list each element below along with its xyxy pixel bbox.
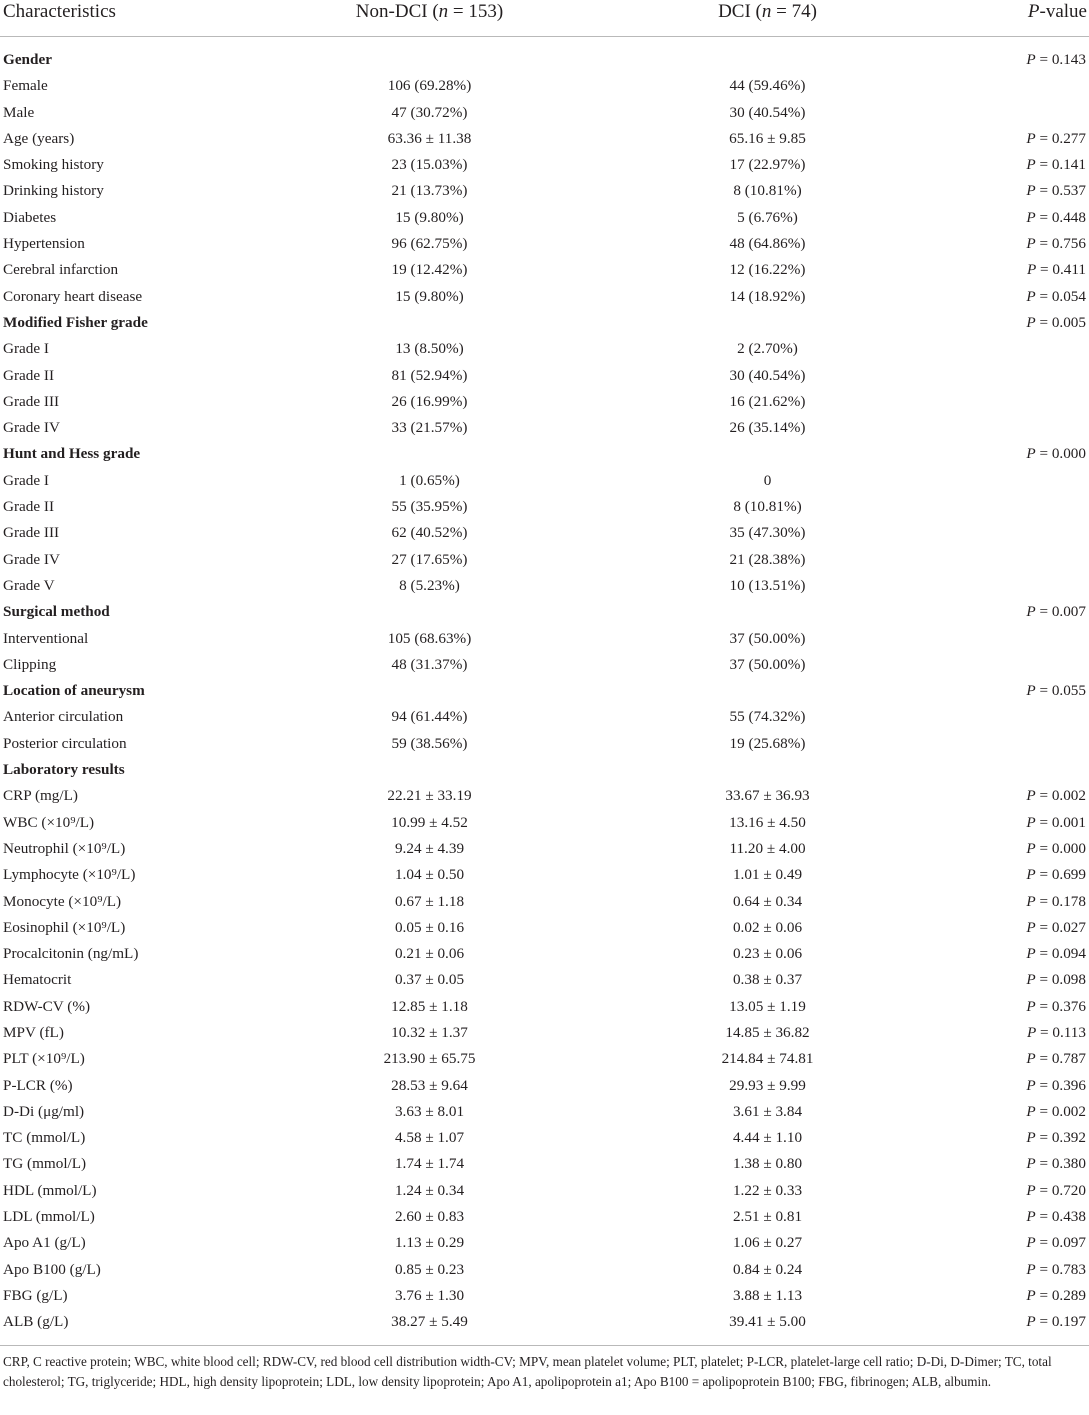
non-dci-value: 0.37 ± 0.05 [394,971,465,989]
table-row [0,994,1089,1020]
non-dci-value: 3.76 ± 1.30 [394,1286,465,1304]
table-row [0,810,1089,836]
section-row [0,678,1089,704]
p-value: P = 0.000 [1026,839,1086,857]
header-rule [0,36,1089,37]
table-row [0,1178,1089,1204]
table-row [0,1125,1089,1151]
row-label: Grade II [3,366,55,384]
p-value: P = 0.054 [1026,287,1086,305]
p-value: P = 0.537 [1026,182,1086,200]
row-label: Grade IV [3,550,60,568]
dci-value: 65.16 ± 9.85 [729,129,806,147]
dci-value: 0.02 ± 0.06 [732,918,803,936]
row-label: Eosinophil (×10⁹/L) [3,918,126,936]
table-row [0,573,1089,599]
row-label: Hypertension [3,235,85,253]
row-label: Anterior circulation [3,708,124,726]
row-label: Grade I [3,340,49,358]
dci-value: 11.20 ± 4.00 [729,839,806,857]
table-row [0,152,1089,178]
non-dci-value: 62 (40.52%) [391,524,468,542]
dci-value: 26 (35.14%) [729,419,806,437]
dci-value: 1.06 ± 0.27 [732,1234,803,1252]
row-label: WBC (×10⁹/L) [3,813,95,831]
non-dci-value: 47 (30.72%) [391,103,468,121]
table-row [0,731,1089,757]
row-label: Interventional [3,629,89,647]
dci-value: 1.22 ± 0.33 [732,1181,803,1199]
non-dci-value: 9.24 ± 4.39 [394,839,465,857]
section-row [0,757,1089,783]
p-value: P = 0.002 [1026,787,1086,805]
row-label: LDL (mmol/L) [3,1208,95,1226]
non-dci-value: 105 (68.63%) [387,629,472,647]
row-label: Location of aneurysm [3,682,145,700]
table-row [0,100,1089,126]
p-value: P = 0.396 [1026,1076,1086,1094]
p-value: P = 0.141 [1026,156,1086,174]
table-row [0,704,1089,730]
table-row [0,494,1089,520]
table-row [0,1283,1089,1309]
row-label: Apo B100 (g/L) [3,1260,101,1278]
dci-value: 35 (47.30%) [729,524,806,542]
p-value: P = 0.699 [1026,866,1086,884]
table-header [0,0,1089,36]
dci-value: 14 (18.92%) [729,287,806,305]
row-label: Coronary heart disease [3,287,143,305]
dci-value: 0.23 ± 0.06 [732,945,803,963]
table-row [0,1151,1089,1177]
row-label: TG (mmol/L) [3,1155,87,1173]
non-dci-value: 213.90 ± 65.75 [383,1050,476,1068]
table-row [0,389,1089,415]
header-characteristics: Characteristics [3,1,116,22]
non-dci-value: 81 (52.94%) [391,366,468,384]
p-value: P = 0.448 [1026,208,1086,226]
non-dci-value: 15 (9.80%) [395,287,464,305]
p-value: P = 0.002 [1026,1102,1086,1120]
p-value: P = 0.438 [1026,1208,1086,1226]
non-dci-value: 13 (8.50%) [395,340,464,358]
section-row [0,47,1089,73]
p-value: P = 0.277 [1026,129,1086,147]
non-dci-value: 4.58 ± 1.07 [394,1129,465,1147]
table-row [0,889,1089,915]
non-dci-value: 94 (61.44%) [391,708,468,726]
table-row [0,231,1089,257]
p-value: P = 0.197 [1026,1313,1086,1331]
non-dci-value: 0.05 ± 0.16 [394,918,465,936]
dci-value: 55 (74.32%) [729,708,806,726]
table-row [0,178,1089,204]
table-row [0,862,1089,888]
header-p-value: P-value [1027,1,1087,22]
table-row [0,626,1089,652]
dci-value: 214.84 ± 74.81 [721,1050,814,1068]
dci-value: 1.01 ± 0.49 [732,866,803,884]
row-label: Clipping [3,655,57,673]
table-row [0,257,1089,283]
non-dci-value: 48 (31.37%) [391,655,468,673]
dci-value: 44 (59.46%) [729,77,806,95]
row-label: Gender [3,51,52,68]
table-row [0,915,1089,941]
dci-value: 39.41 ± 5.00 [729,1313,806,1331]
dci-value: 0 [763,471,772,489]
row-label: Smoking history [3,156,104,174]
p-value: P = 0.113 [1026,1023,1086,1041]
non-dci-value: 28.53 ± 9.64 [391,1076,468,1094]
bottom-rule [0,1345,1089,1346]
dci-value: 30 (40.54%) [729,366,806,384]
p-value: P = 0.143 [1026,51,1086,68]
non-dci-value: 2.60 ± 0.83 [394,1208,465,1226]
dci-value: 37 (50.00%) [729,655,806,673]
non-dci-value: 1.24 ± 0.34 [394,1181,465,1199]
row-label: Hematocrit [3,971,72,989]
p-value: P = 0.783 [1026,1260,1086,1278]
non-dci-value: 106 (69.28%) [387,77,472,95]
row-label: Male [3,103,35,121]
dci-value: 0.64 ± 0.34 [732,892,803,910]
row-label: Age (years) [3,129,75,147]
row-label: Laboratory results [3,761,125,779]
table-row [0,941,1089,967]
non-dci-value: 0.85 ± 0.23 [394,1260,465,1278]
table-row [0,284,1089,310]
row-label: Cerebral infarction [3,261,119,279]
row-label: Monocyte (×10⁹/L) [3,892,122,910]
row-label: Posterior circulation [3,734,127,752]
non-dci-value: 0.67 ± 1.18 [394,892,465,910]
dci-value: 30 (40.54%) [729,103,806,121]
p-value: P = 0.097 [1026,1234,1086,1252]
table-row [0,1309,1089,1335]
row-label: Apo A1 (g/L) [3,1234,86,1252]
table-row [0,1204,1089,1230]
non-dci-value: 1.13 ± 0.29 [394,1234,465,1252]
p-value: P = 0.376 [1026,997,1086,1015]
non-dci-value: 96 (62.75%) [391,235,468,253]
non-dci-value: 23 (15.03%) [391,156,468,174]
non-dci-value: 15 (9.80%) [395,208,464,226]
row-label: Grade V [3,576,55,594]
dci-value: 4.44 ± 1.10 [732,1129,803,1147]
table-row [0,520,1089,546]
row-label: ALB (g/L) [3,1313,69,1331]
non-dci-value: 22.21 ± 33.19 [387,787,472,805]
row-label: Modified Fisher grade [3,313,148,331]
non-dci-value: 1 (0.65%) [399,471,460,489]
p-value: P = 0.411 [1026,261,1086,279]
section-row [0,441,1089,467]
row-label: Lymphocyte (×10⁹/L) [3,866,136,884]
row-label: FBG (g/L) [3,1286,68,1304]
table-row [0,1046,1089,1072]
p-value: P = 0.289 [1026,1286,1086,1304]
section-row [0,310,1089,336]
dci-value: 1.38 ± 0.80 [732,1155,803,1173]
dci-value: 14.85 ± 36.82 [725,1023,810,1041]
row-label: Grade I [3,471,49,489]
row-label: D-Di (μg/ml) [3,1102,85,1120]
p-value: P = 0.380 [1026,1155,1086,1173]
non-dci-value: 26 (16.99%) [391,392,468,410]
row-label: CRP (mg/L) [3,787,78,805]
dci-value: 21 (28.38%) [729,550,806,568]
non-dci-value: 10.99 ± 4.52 [391,813,468,831]
p-value: P = 0.098 [1026,971,1086,989]
row-label: Hunt and Hess grade [3,445,141,463]
non-dci-value: 38.27 ± 5.49 [391,1313,468,1331]
row-label: RDW-CV (%) [3,997,91,1015]
header-non-dci: Non-DCI (n = 153) [355,1,504,22]
table-row [0,1099,1089,1125]
table-row [0,126,1089,152]
dci-value: 10 (13.51%) [729,576,806,594]
dci-value: 2.51 ± 0.81 [732,1208,803,1226]
p-value: P = 0.027 [1026,918,1086,936]
non-dci-value: 27 (17.65%) [391,550,468,568]
p-value: P = 0.094 [1026,945,1086,963]
p-value: P = 0.787 [1026,1050,1086,1068]
non-dci-value: 0.21 ± 0.06 [394,945,465,963]
non-dci-value: 63.36 ± 11.38 [387,129,472,147]
dci-value: 3.88 ± 1.13 [732,1286,803,1304]
row-label: P-LCR (%) [3,1076,73,1094]
row-label: MPV (fL) [3,1023,64,1041]
dci-value: 29.93 ± 9.99 [729,1076,806,1094]
non-dci-value: 10.32 ± 1.37 [391,1023,468,1041]
table-row [0,468,1089,494]
row-label: Grade IV [3,419,60,437]
p-value: P = 0.178 [1026,892,1086,910]
non-dci-value: 55 (35.95%) [391,498,468,516]
dci-value: 13.16 ± 4.50 [729,813,806,831]
p-value: P = 0.720 [1026,1181,1086,1199]
row-label: Female [3,77,48,95]
p-value: P = 0.007 [1026,603,1086,621]
p-value: P = 0.000 [1026,445,1086,463]
row-label: Grade III [3,524,60,542]
table-row [0,836,1089,862]
table-row [0,652,1089,678]
p-value: P = 0.001 [1026,813,1086,831]
dci-value: 37 (50.00%) [729,629,806,647]
dci-value: 0.38 ± 0.37 [732,971,803,989]
row-label: Neutrophil (×10⁹/L) [3,839,126,857]
dci-value: 3.61 ± 3.84 [732,1102,803,1120]
table-row [0,1020,1089,1046]
row-label: Surgical method [3,603,110,621]
p-value: P = 0.005 [1026,313,1086,331]
non-dci-value: 33 (21.57%) [391,419,468,437]
dci-value: 48 (64.86%) [729,235,806,253]
row-label: Procalcitonin (ng/mL) [3,945,139,963]
dci-value: 13.05 ± 1.19 [729,997,806,1015]
table-row [0,547,1089,573]
dci-value: 12 (16.22%) [729,261,806,279]
table-row [0,415,1089,441]
non-dci-value: 21 (13.73%) [391,182,468,200]
non-dci-value: 12.85 ± 1.18 [391,997,468,1015]
row-label: Grade III [3,392,60,410]
dci-value: 0.84 ± 0.24 [732,1260,803,1278]
row-label: HDL (mmol/L) [3,1181,97,1199]
non-dci-value: 3.63 ± 8.01 [394,1102,465,1120]
dci-value: 8 (10.81%) [733,498,802,516]
table-row [0,1230,1089,1256]
table-row [0,783,1089,809]
dci-value: 5 (6.76%) [737,208,798,226]
p-value: P = 0.055 [1026,682,1086,700]
table-row [0,363,1089,389]
header-dci: DCI (n = 74) [718,1,817,22]
table-row [0,205,1089,231]
p-value: P = 0.392 [1026,1129,1086,1147]
table-row [0,73,1089,99]
table-row [0,1073,1089,1099]
dci-value: 8 (10.81%) [733,182,802,200]
dci-value: 33.67 ± 36.93 [725,787,810,805]
row-label: PLT (×10⁹/L) [3,1050,85,1068]
table-row [0,1257,1089,1283]
row-label: Grade II [3,498,55,516]
row-label: TC (mmol/L) [3,1129,86,1147]
dci-value: 16 (21.62%) [729,392,806,410]
table-row [0,336,1089,362]
dci-value: 2 (2.70%) [737,340,798,358]
row-label: Drinking history [3,182,104,200]
table-row [0,967,1089,993]
non-dci-value: 1.04 ± 0.50 [394,866,465,884]
p-value: P = 0.756 [1026,235,1086,253]
section-row [0,599,1089,625]
dci-value: 19 (25.68%) [729,734,806,752]
non-dci-value: 1.74 ± 1.74 [394,1155,465,1173]
table-footnote: CRP, C reactive protein; WBC, white blood cell; RDW-CV, red blood cell distribution width-CV; MPV, mean platelet volume; PLT, platelet; P-LCR, platelet-large cell ratio; D-Di, D-Dimer; TC, total cholesterol; TG, triglyceride; HDL, high density lipoprotein; LDL, low density lipoprotein; Apo A1, apolipoprotein a1; Apo B100 = apolipoprotein B100; FBG, fibrinogen; ALB, albumin. [3,1354,1052,1389]
table-body [0,47,1089,1336]
row-label: Diabetes [3,208,57,226]
non-dci-value: 8 (5.23%) [399,576,460,594]
non-dci-value: 19 (12.42%) [391,261,468,279]
dci-value: 17 (22.97%) [729,156,806,174]
non-dci-value: 59 (38.56%) [391,734,468,752]
